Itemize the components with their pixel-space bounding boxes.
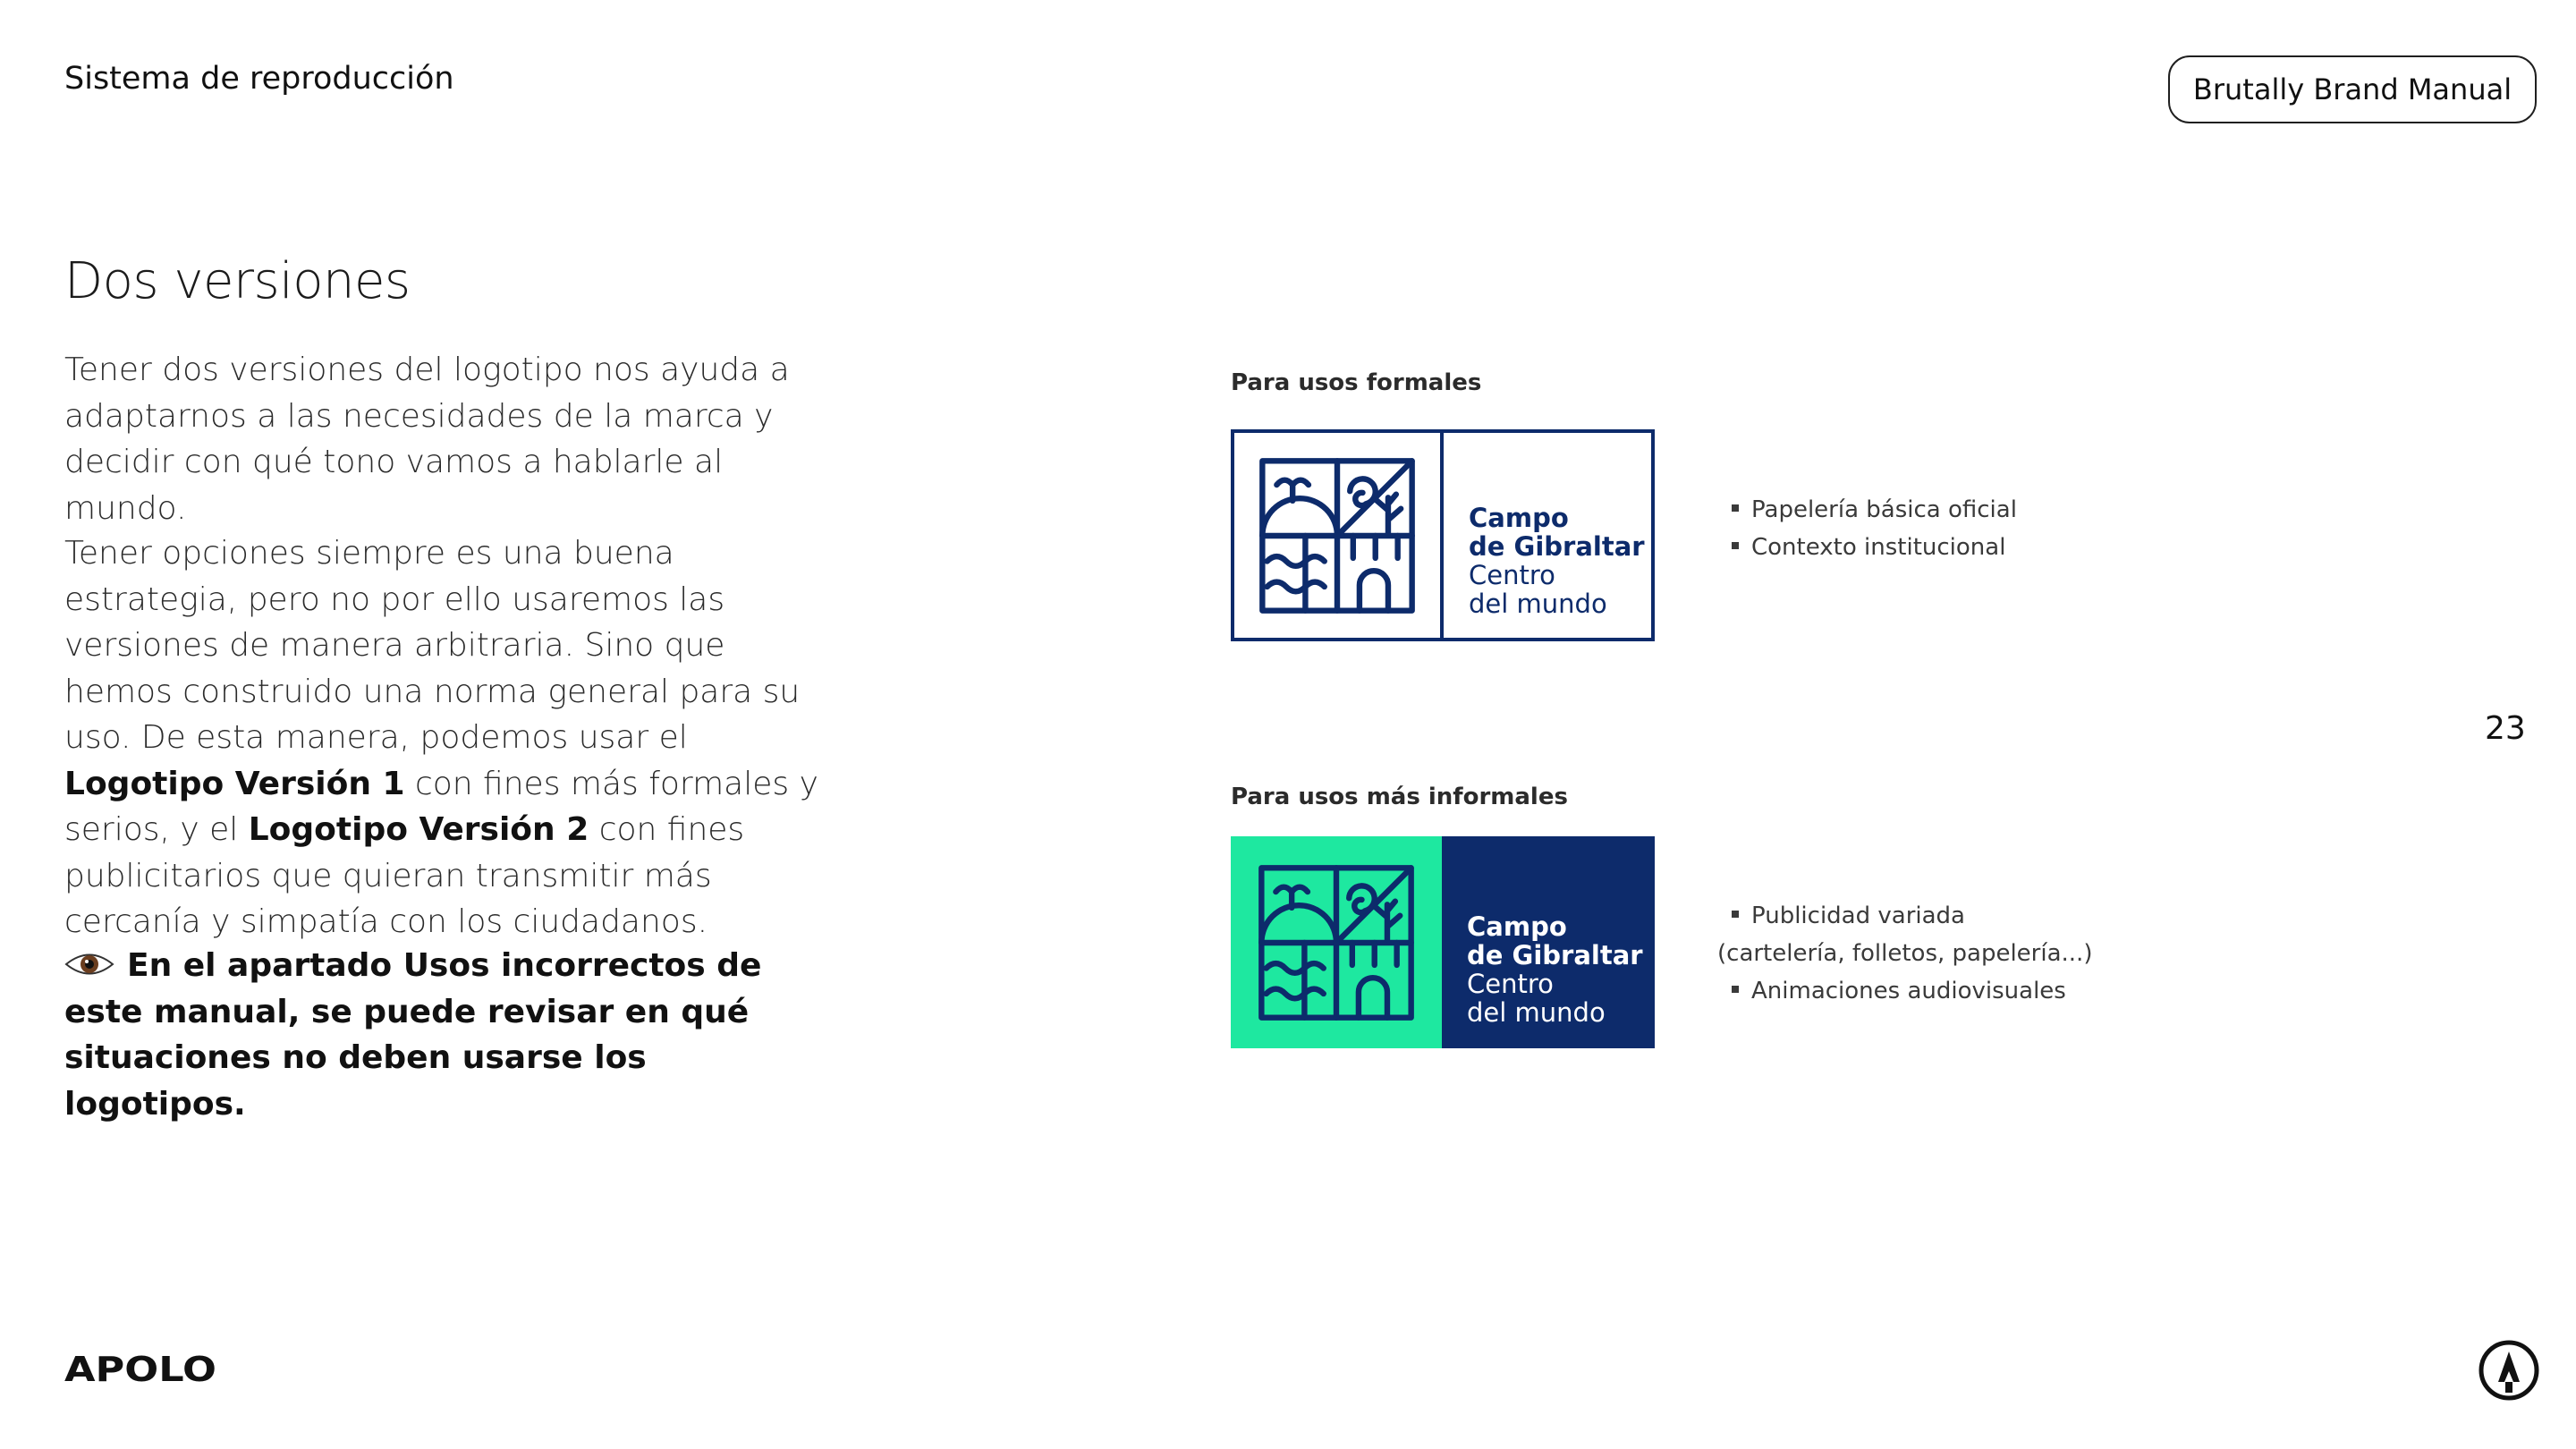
wordmark-del-mundo: del mundo <box>1467 997 1606 1028</box>
campo-gibraltar-emblem-icon <box>1257 863 1416 1022</box>
apolo-seal-icon <box>2478 1339 2540 1402</box>
intro-paragraph: Tener dos versiones del logotipo nos ayuda a adaptarnos a las necesidades de la marca y decidir con qué tono vamos a hablarle al mundo. <box>64 352 790 527</box>
page-number: 23 <box>2485 710 2526 747</box>
list-item: Papelería básica oficial <box>1717 491 2017 529</box>
incorrect-uses-note <box>64 943 825 1127</box>
logo-emblem <box>1231 836 1442 1048</box>
eye-icon <box>64 951 114 978</box>
section-title: Sistema de reproducción <box>64 61 454 97</box>
usage-text-3: con fines publicitarios que quieran transmitir más cercanía y simpatía con los ciudadanos. <box>64 811 745 940</box>
formal-uses-list <box>1717 491 2017 566</box>
wordmark-de-gibraltar: de Gibraltar <box>1469 531 1645 562</box>
list-item-continuation: (cartelería, folletos, papelería...) <box>1717 940 2093 967</box>
informal-uses-list <box>1717 897 2092 1010</box>
brand-manual-button[interactable]: Brutally Brand Manual <box>2168 55 2537 123</box>
wordmark-centro: Centro <box>1467 969 1554 999</box>
usage-text-2: con fines más formales y serios, y el <box>64 765 818 848</box>
list-item: Contexto institucional <box>1717 529 2017 566</box>
logo-version-1 <box>1231 429 1655 641</box>
list-item: Animaciones audiovisuales <box>1717 972 2092 1010</box>
logo-wordmark <box>1444 433 1651 638</box>
wordmark-del-mundo: del mundo <box>1469 589 1607 619</box>
wordmark-campo: Campo <box>1469 503 1569 533</box>
logo-version-2-label: Logotipo Versión 2 <box>248 811 589 848</box>
wordmark-de-gibraltar: de Gibraltar <box>1467 940 1643 970</box>
logo-version-1-label: Logotipo Versión 1 <box>64 765 405 802</box>
logo-version-2 <box>1231 836 1655 1048</box>
note-text: En el apartado Usos incorrectos de este manual, se puede revisar en qué situaciones no deben usarse los logotipos. <box>64 947 762 1123</box>
logo-wordmark <box>1442 836 1655 1048</box>
page-title: Dos versiones <box>64 252 411 310</box>
campo-gibraltar-emblem-icon <box>1258 456 1417 615</box>
usage-paragraph <box>64 530 825 945</box>
informal-use-caption: Para usos más informales <box>1231 784 1568 810</box>
formal-use-caption: Para usos formales <box>1231 369 1482 396</box>
usage-text-1: Tener opciones siempre es una buena estrategia, pero no por ello usaremos las versiones de manera arbitraria. Sino que hemos construido una norma general para su uso. De esta manera, podemos usar el <box>64 535 801 756</box>
wordmark-campo: Campo <box>1467 911 1567 942</box>
apolo-logo <box>64 1351 218 1386</box>
logo-emblem <box>1234 433 1444 638</box>
list-item: Publicidad variada <box>1717 897 2092 935</box>
svg-text:APOLO: APOLO <box>64 1351 216 1386</box>
wordmark-centro: Centro <box>1469 560 1555 590</box>
